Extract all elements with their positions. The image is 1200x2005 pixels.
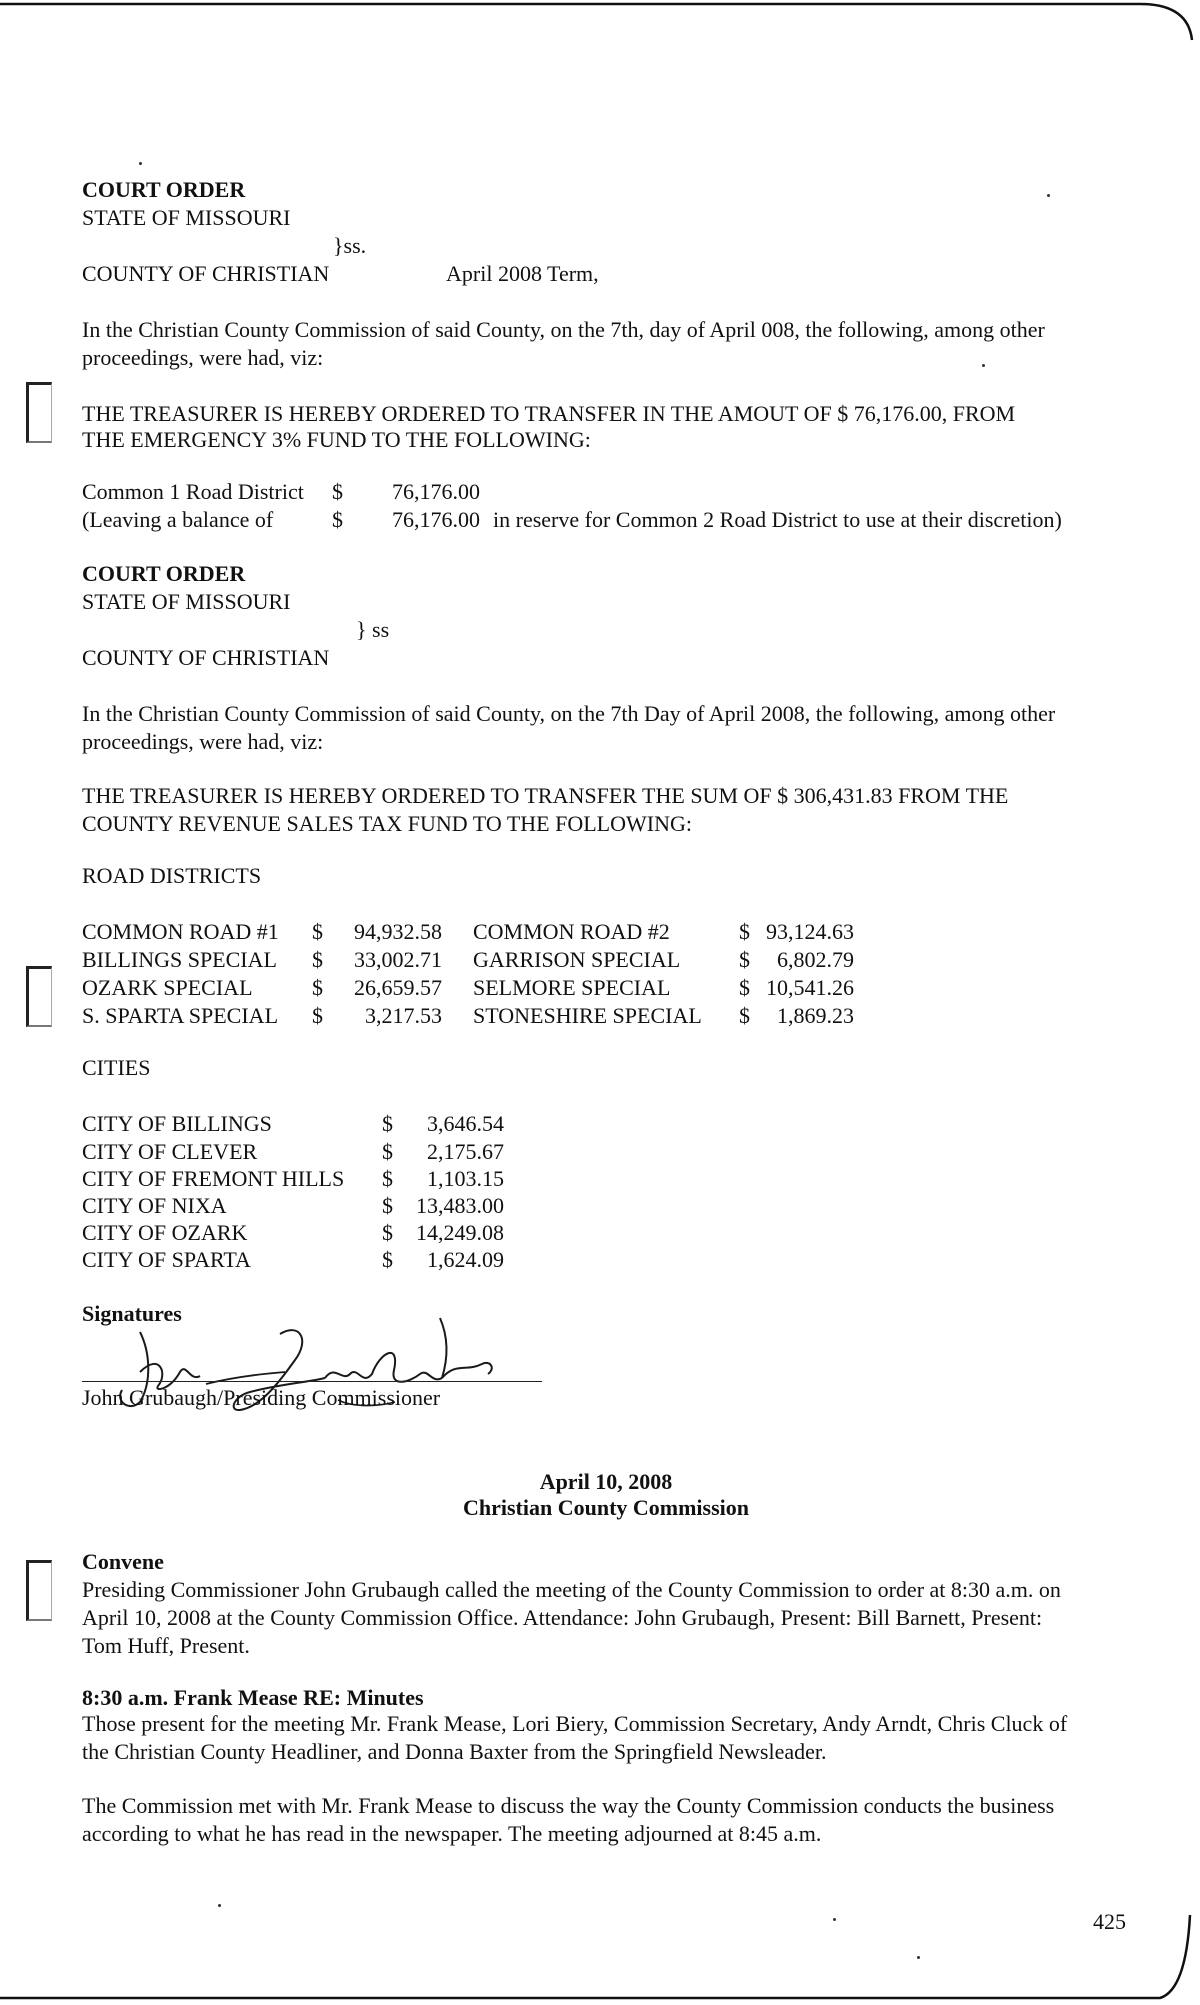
district-name: STONESHIRE SPECIAL [473, 1003, 702, 1028]
district-name: COMMON ROAD #1 [82, 919, 279, 944]
currency-symbol: $ [382, 1220, 393, 1245]
table-row [82, 1219, 532, 1247]
city-amount: 2,175.67 [427, 1139, 504, 1164]
court-order-title: COURT ORDER [82, 561, 246, 586]
district-amount: 94,932.58 [354, 919, 442, 944]
currency-symbol: $ [332, 507, 343, 532]
district-amount: 10,541.26 [766, 975, 854, 1000]
signatures-heading: Signatures [82, 1301, 182, 1326]
order-text-line: COUNTY REVENUE SALES TAX FUND TO THE FOLLOWING: [82, 811, 692, 836]
currency-symbol: $ [382, 1193, 393, 1218]
order-text-line: THE TREASURER IS HEREBY ORDERED TO TRANSFER THE SUM OF $ 306,431.83 FROM THE [82, 783, 1009, 808]
table-row [82, 918, 882, 946]
agenda-item-heading: 8:30 a.m. Frank Mease RE: Minutes [82, 1685, 424, 1710]
table-row [82, 1110, 532, 1138]
county-line: COUNTY OF CHRISTIAN [82, 645, 330, 670]
district-amount: 26,659.57 [354, 975, 442, 1000]
city-name: CITY OF OZARK [82, 1220, 248, 1245]
convene-heading: Convene [82, 1549, 164, 1574]
term-line: April 2008 Term, [446, 261, 599, 286]
road-districts-heading: ROAD DISTRICTS [82, 863, 262, 888]
court-order-title: COURT ORDER [82, 177, 246, 202]
transfer-label: (Leaving a balance of [82, 507, 274, 532]
city-name: CITY OF BILLINGS [82, 1111, 272, 1136]
district-name: BILLINGS SPECIAL [82, 947, 277, 972]
currency-symbol: $ [382, 1166, 393, 1191]
page-border-top [0, 4, 1192, 40]
agenda-item-attendees: Those present for the meeting Mr. Frank Mease, Lori Biery, Commission Secretary, Andy Arndt, Chris Cluck of the Christian County Headliner, and Donna Baxter from the Springfield Newsleader. [82, 1711, 1068, 1764]
district-amount: 3,217.53 [365, 1003, 442, 1028]
currency-symbol: $ [382, 1139, 393, 1164]
city-amount: 3,646.54 [427, 1111, 504, 1136]
city-amount: 14,249.08 [416, 1220, 504, 1245]
table-row [82, 1165, 532, 1193]
transfer-row [82, 478, 1132, 506]
currency-symbol: $ [739, 975, 750, 1000]
binder-punch-mark [26, 966, 52, 1027]
scan-speck [833, 1918, 836, 1921]
currency-symbol: $ [332, 479, 343, 504]
city-amount: 1,624.09 [427, 1247, 504, 1272]
cities-heading: CITIES [82, 1055, 151, 1080]
transfer-row [82, 506, 1132, 534]
currency-symbol: $ [382, 1111, 393, 1136]
page-number: 425 [1093, 1909, 1126, 1934]
currency-symbol: $ [382, 1247, 393, 1272]
currency-symbol: $ [312, 1003, 323, 1028]
binder-punch-mark [26, 1560, 52, 1621]
binder-punch-mark [26, 382, 52, 443]
district-name: S. SPARTA SPECIAL [82, 1003, 279, 1028]
transfer-note: in reserve for Common 2 Road District to use at their discretion) [493, 507, 1062, 532]
city-name: CITY OF CLEVER [82, 1139, 258, 1164]
scan-speck [1047, 194, 1050, 197]
city-amount: 1,103.15 [427, 1166, 504, 1191]
district-amount: 33,002.71 [354, 947, 442, 972]
agenda-item-summary: The Commission met with Mr. Frank Mease to discuss the way the County Commission conducts the business according to what he has read in the newspaper. The meeting adjourned at 8:45 a.m. [82, 1793, 1055, 1846]
signature-line [82, 1381, 542, 1382]
transfer-amount: 76,176.00 [392, 507, 480, 532]
table-row [82, 1246, 532, 1274]
city-name: CITY OF NIXA [82, 1193, 227, 1218]
currency-symbol: $ [739, 1003, 750, 1028]
order-intro: In the Christian County Commission of said County, on the 7th Day of April 2008, the following, among other proceedings, were had, viz: [82, 701, 1056, 754]
order-text-line: THE TREASURER IS HEREBY ORDERED TO TRANSFER IN THE AMOUT OF $ 76,176.00, FROM [82, 401, 1016, 426]
scan-speck [139, 162, 142, 165]
currency-symbol: $ [312, 919, 323, 944]
currency-symbol: $ [739, 947, 750, 972]
signer-name: John Grubaugh/Presiding Commissioner [82, 1385, 441, 1410]
minutes-date: April 10, 2008 [539, 1469, 673, 1494]
order-text-line: THE EMERGENCY 3% FUND TO THE FOLLOWING: [82, 427, 591, 452]
city-name: CITY OF FREMONT HILLS [82, 1166, 345, 1191]
state-line: STATE OF MISSOURI [82, 589, 291, 614]
scan-speck [218, 1904, 221, 1907]
currency-symbol: $ [312, 947, 323, 972]
order-intro: In the Christian County Commission of said County, on the 7th, day of April 008, the following, among other proceedings, were had, viz: [82, 317, 1045, 370]
district-amount: 6,802.79 [777, 947, 854, 972]
table-row [82, 1192, 532, 1220]
currency-symbol: $ [312, 975, 323, 1000]
district-amount: 93,124.63 [766, 919, 854, 944]
city-amount: 13,483.00 [416, 1193, 504, 1218]
ss-bracket: }ss. [333, 233, 367, 258]
district-name: GARRISON SPECIAL [473, 947, 681, 972]
currency-symbol: $ [739, 919, 750, 944]
county-line: COUNTY OF CHRISTIAN [82, 261, 330, 286]
ss-bracket: } ss [356, 617, 390, 642]
page-border-right [0, 1915, 1190, 1998]
state-line: STATE OF MISSOURI [82, 205, 291, 230]
table-row [82, 1138, 532, 1166]
scan-speck [917, 1956, 920, 1959]
city-name: CITY OF SPARTA [82, 1247, 251, 1272]
district-name: SELMORE SPECIAL [473, 975, 671, 1000]
convene-text: Presiding Commissioner John Grubaugh called the meeting of the County Commission to order at 8:30 a.m. on April 10, 2008 at the County Commission Office. Attendance: John Grubaugh, Present: Bill Barnett, Present: Tom Huff, Present. [82, 1577, 1061, 1658]
table-row [82, 974, 882, 1002]
table-row [82, 1002, 882, 1030]
table-row [82, 946, 882, 974]
transfer-label: Common 1 Road District [82, 479, 304, 504]
district-name: OZARK SPECIAL [82, 975, 253, 1000]
district-name: COMMON ROAD #2 [473, 919, 670, 944]
minutes-body-title: Christian County Commission [462, 1495, 750, 1520]
district-amount: 1,869.23 [777, 1003, 854, 1028]
transfer-amount: 76,176.00 [392, 479, 480, 504]
